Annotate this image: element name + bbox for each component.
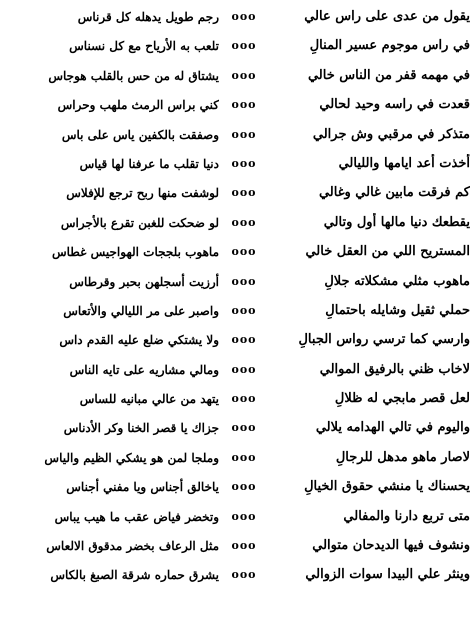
verse-first-hemistich: يقطعك دنيا مالها أول وتالي	[323, 214, 470, 230]
verse-first-hemistich: حملي ثقيل وشايله باحتمالِ	[325, 302, 470, 318]
verse-first-hemistich: وينثر علي البيدا سوات الزوالي	[305, 567, 470, 583]
verse-first-hemistich: قعدت في راسه وحيد لحالي	[319, 97, 470, 113]
verse-first-hemistich: المستريح اللي من العقل خالي	[305, 244, 470, 260]
verse-row	[0, 239, 474, 268]
verse-second-hemistich: وتخضر فياض عقب ما هيب يباس	[54, 509, 219, 524]
verse-first-hemistich: لعل قصر مابجي له ظلالِ	[334, 391, 470, 407]
verse-second-hemistich: ماهوب بلججات الهواجيس غطاس	[51, 245, 219, 260]
verse-separator: ooo	[231, 10, 257, 23]
verse-second-hemistich: يشتاق له من حس بالقلب هوجاس	[48, 68, 219, 83]
verse-list	[0, 4, 474, 592]
verse-first-hemistich: ونشوف فيها الديدحان متوالي	[312, 538, 470, 554]
verse-second-hemistich: يتهد من عالي مبانيه للساس	[79, 392, 219, 407]
verse-row	[0, 92, 474, 121]
verse-separator: ooo	[231, 509, 257, 523]
verse-row	[0, 445, 474, 474]
verse-first-hemistich: يقول من عدى على راس عالي	[304, 9, 470, 24]
verse-separator: ooo	[231, 274, 257, 288]
verse-first-hemistich: وارسي كما ترسي رواس الجبالِ	[298, 332, 470, 348]
verse-separator: ooo	[231, 421, 257, 435]
verse-separator: ooo	[231, 98, 257, 112]
verse-second-hemistich: ياخالق أجناس ويا مفني أجناس	[66, 480, 219, 495]
verse-second-hemistich: أرزيت أسجلهن بحبر وقرطاس	[69, 274, 219, 289]
verse-first-hemistich: متذكر في مرقبي وش جرالي	[312, 126, 470, 142]
verse-second-hemistich: تلعب به الأرياح مع كل نسناس	[69, 39, 219, 54]
verse-row	[0, 504, 474, 533]
verse-separator: ooo	[231, 539, 257, 553]
verse-row	[0, 122, 474, 151]
verse-second-hemistich: يشرق حماره شرقة الصبغ بالكاس	[50, 568, 219, 583]
verse-row	[0, 210, 474, 239]
verse-row	[0, 63, 474, 92]
verse-separator: ooo	[231, 215, 257, 229]
verse-first-hemistich: يحسناك يا منشي حقوق الخيالِ	[304, 479, 470, 495]
verse-second-hemistich: كني براس الرمث ملهب وحراس	[57, 98, 219, 113]
verse-second-hemistich: ومالي مشاريه على تايه الناس	[69, 362, 219, 377]
verse-row	[0, 298, 474, 327]
verse-first-hemistich: أخذت أعد ايامها والليالي	[338, 155, 470, 171]
verse-second-hemistich: لو ضحكت للغبن تقرع بالأجراس	[60, 215, 219, 230]
verse-second-hemistich: لوشفت منها ربح ترجع للإفلاس	[66, 186, 219, 201]
verse-second-hemistich: واصبر على مر الليالي والأتعاس	[63, 303, 219, 318]
verse-separator: ooo	[231, 362, 257, 376]
verse-separator: ooo	[231, 480, 257, 494]
verse-row	[0, 151, 474, 180]
verse-first-hemistich: في مهمه قفر من الناس خالي	[307, 67, 470, 83]
verse-row	[0, 180, 474, 209]
verse-separator: ooo	[231, 245, 257, 259]
verse-first-hemistich: متى تربع دارنا والمفالي	[343, 508, 470, 524]
verse-second-hemistich: وملجا لمن هو يشكي الظيم والياس	[44, 450, 219, 465]
verse-row	[0, 33, 474, 62]
verse-row	[0, 386, 474, 415]
verse-row	[0, 357, 474, 386]
verse-separator: ooo	[231, 68, 257, 82]
verse-first-hemistich: كم فرقت مابين غالي وغالي	[318, 185, 470, 201]
verse-second-hemistich: رجم طويل يدهله كل قرناس	[77, 10, 219, 24]
verse-row	[0, 327, 474, 356]
verse-first-hemistich: في راس موجوم عسير المنالِ	[309, 38, 470, 54]
verse-separator: ooo	[231, 156, 257, 170]
verse-row	[0, 474, 474, 503]
verse-second-hemistich: وصفقت بالكفين ياس على باس	[61, 127, 219, 142]
verse-second-hemistich: مثل الرعاف بخضر مدقوق الالعاس	[46, 539, 219, 554]
verse-separator: ooo	[231, 39, 257, 53]
verse-separator: ooo	[231, 186, 257, 200]
verse-first-hemistich: لاصار ماهو مدهل للرجالِ	[335, 449, 470, 465]
verse-separator: ooo	[231, 568, 257, 582]
verse-row	[0, 415, 474, 444]
verse-row	[0, 562, 474, 591]
verse-first-hemistich: واليوم في تالي الهدامه يلالي	[315, 420, 470, 436]
verse-separator: ooo	[231, 333, 257, 347]
verse-first-hemistich: لاخاب ظني بالرفيق الموالي	[319, 361, 470, 377]
verse-second-hemistich: ولا يشتكي ضلع عليه القدم داس	[59, 333, 219, 348]
verse-row	[0, 269, 474, 298]
verse-separator: ooo	[231, 392, 257, 406]
verse-row	[0, 4, 474, 33]
verse-separator: ooo	[231, 303, 257, 317]
verse-separator: ooo	[231, 127, 257, 141]
verse-second-hemistich: جزاك يا قصر الخنا وكر الأدناس	[63, 421, 219, 436]
verse-second-hemistich: دنيا تقلب ما عرفنا لها قياس	[79, 156, 219, 171]
verse-row	[0, 533, 474, 562]
verse-first-hemistich: ماهوب مثلي مشكلاته جلالِ	[324, 273, 470, 289]
verse-separator: ooo	[231, 450, 257, 464]
